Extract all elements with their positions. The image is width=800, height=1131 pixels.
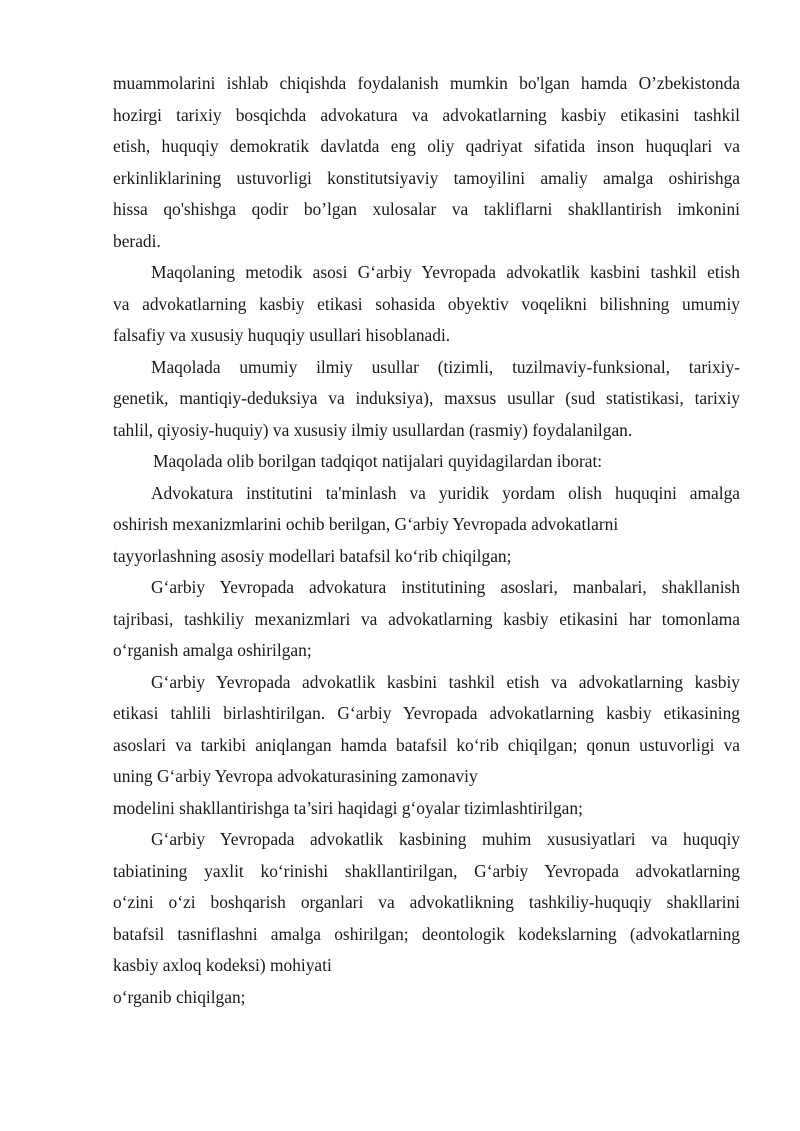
paragraph-2 (113, 257, 740, 352)
text-line: etikasi tahlili birlashtirilgan. G‘arbiy Yevropada advokatlarning kasbiy etikasining (113, 703, 740, 723)
text-line: etish, huquqiy demokratik davlatda eng oliy qadriyat sifatida inson huquqlari va (113, 136, 740, 156)
text-line: hissa qo'shishga qodir bo’lgan xulosalar va takliflarni shakllantirish imkonini (113, 199, 740, 219)
paragraph-7 (113, 667, 740, 825)
text-line: G‘arbiy Yevropada advokatlik kasbining muhim xususiyatlari va huquqiy (151, 829, 740, 849)
text-line: Maqolada olib borilgan tadqiqot natijalari quyidagilardan iborat: (153, 451, 603, 471)
paragraph-6 (113, 572, 740, 667)
text-line: Maqolada umumiy ilmiy usullar (tizimli, tuzilmaviy-funksional, tarixiy- (151, 356, 740, 377)
text-line: va advokatlarning kasbiy etikasi sohasida obyektiv voqelikni bilishning umumiy (113, 293, 740, 314)
paragraph-1 (113, 68, 740, 257)
paragraph-3 (113, 352, 740, 447)
text-line: muammolarini ishlab chiqishda foydalanish mumkin bo'lgan hamda O’zbekistonda (113, 73, 740, 93)
text-line: batafsil tasniflashni amalga oshirilgan; deontologik kodekslarning (advokatlarning (113, 923, 740, 944)
text-line: G‘arbiy Yevropada advokatura institutining asoslari, manbalari, shakllanish (151, 577, 740, 597)
text-line: hozirgi tarixiy bosqichda advokatura va advokatlarning kasbiy etikasini tashkil (113, 104, 740, 125)
text-line: tayyorlashning asosiy modellari batafsil ko‘rib chiqilgan; (113, 545, 512, 566)
paragraph-4 (113, 446, 740, 478)
text-line: modelini shakllantirishga ta’siri haqidagi g‘oyalar tizimlashtirilgan; (113, 797, 583, 818)
text-line: kasbiy axloq kodeksi) mohiyati (113, 955, 332, 975)
text-line: o‘rganish amalga oshirilgan; (113, 640, 312, 660)
document-page (113, 68, 740, 1013)
text-line: asoslari va tarkibi aniqlangan hamda batafsil ko‘rib chiqilgan; qonun ustuvorligi va (113, 734, 740, 755)
text-line: genetik, mantiqiy-deduksiya va induksiya), maxsus usullar (sud statistikasi, tarixiy (113, 388, 740, 408)
text-line: uning G‘arbiy Yevropa advokaturasining zamonaviy (113, 766, 478, 786)
text-line: o‘rganib chiqilgan; (113, 986, 246, 1007)
text-line: Maqolaning metodik asosi G‘arbiy Yevropada advokatlik kasbini tashkil etish (151, 262, 740, 282)
text-line: o‘zini o‘zi boshqarish organlari va advokatlikning tashkiliy-huquqiy shakllarini (113, 892, 740, 912)
text-line: falsafiy va xususiy huquqiy usullari hisoblanadi. (113, 325, 451, 345)
paragraph-5 (113, 478, 740, 573)
paragraph-8 (113, 824, 740, 1013)
text-line: beradi. (113, 230, 161, 251)
text-line: Advokatura institutini ta'minlash va yuridik yordam olish huquqini amalga (151, 482, 740, 503)
text-line: erkinliklarining ustuvorligi konstitutsiyaviy tamoyilini amaliy amalga oshirishga (113, 167, 740, 188)
text-line: G‘arbiy Yevropada advokatlik kasbini tashkil etish va advokatlarning kasbiy (151, 671, 740, 692)
text-line: tabiatining yaxlit ko‘rinishi shakllantirilgan, G‘arbiy Yevropada advokatlarning (113, 860, 740, 881)
text-line: oshirish mexanizmlarini ochib berilgan, G‘arbiy Yevropada advokatlarni (113, 514, 619, 534)
text-line: tajribasi, tashkiliy mexanizmlari va advokatlarning kasbiy etikasini har tomonlama (113, 608, 740, 629)
text-line: tahlil, qiyosiy-huquiy) va xususiy ilmiy usullardan (rasmiy) foydalanilgan. (113, 419, 633, 440)
